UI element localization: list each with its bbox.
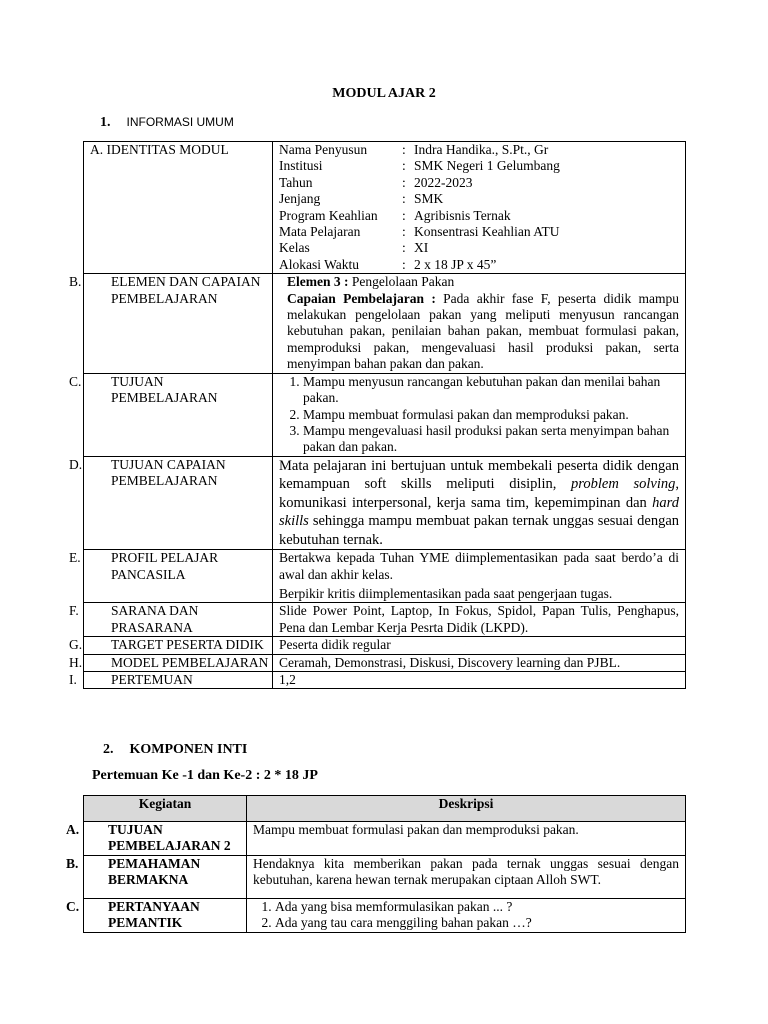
target-label: G. TARGET PESERTA DIDIK [69,637,264,653]
komponen-header-row [84,796,686,822]
tujuan-capaian-label: D. TUJUAN CAPAIAN PEMBELAJARAN [69,456,226,489]
sarana-label: F. SARANA DAN PRASARANA [69,603,199,635]
pertanyaan-list [253,899,685,932]
target-row [84,637,686,654]
tujuan-list [279,374,681,456]
section-2-heading: 2. KOMPONEN INTI [103,742,248,757]
tujuan-capaian-row [84,456,686,550]
capaian-text: Capaian Pembelajaran : Pada akhir fase F, peserta didik mampu melakukan pengelolaan pakan yang meliputi menyusun rancangan kebutuhan pakan, penilaian bahan pakan, membuat formulasi pakan, memproduksi pakan, mengevaluasi hasil produksi pakan, serta menyimpan bahan pakan dan pakan. [287,290,679,372]
list-item: 2. Ada yang tau cara menggiling bahan pakan …? [275,915,685,931]
field-row: Nama Penyusun : Indra Handika., S.Pt., Gr [279,142,549,157]
field-row: Mata Pelajaran : Konsentrasi Keahlian ATU [279,224,560,240]
pertemuan-row [84,672,686,689]
field-row: Kelas : XI [279,240,429,256]
field-row: Tahun : 2022-2023 [279,174,473,190]
informasi-umum-table [69,141,686,689]
model-value: Ceramah, Demonstrasi, Diskusi, Discovery learning dan PJBL. [273,654,686,671]
identitas-row [84,142,686,274]
field-row: Institusi : SMK Negeri 1 Gelumbang [279,158,560,174]
profil-line: Berpikir kritis diimplementasikan pada saat pengerjaan tugas. [279,586,613,602]
profil-row [84,550,686,603]
tujuan-capaian-text: Mata pelajaran ini bertujuan untuk membekali peserta didik dengan kemampuan soft skills meliputi disiplin, problem solving, komunikasi interpersonal, kerja sama tim, kepemimpinan dan hard skills sehingga mampu membuat pakan ternak unggas sesuai dengan kebutuhan ternak. [273,456,686,550]
profil-line: Bertakwa kepada Tuhan YME diimplementasikan pada saat berdo’a di awal dan akhir kelas. [279,550,679,582]
model-row [84,654,686,671]
table-row: B. PEMAHAMAN BERMAKNA Hendaknya kita memberikan pakan pada ternak unggas sesuai dengan kebutuhan, karena hewan ternak merupakan ciptaan Alloh SWT. [84,855,686,898]
komponen-inti-table [66,795,686,933]
field-row: Alokasi Waktu : 2 x 18 JP x 45” [279,256,497,272]
elemen-label: B. ELEMEN DAN CAPAIAN PEMBELAJARAN [69,274,261,306]
elemen-row [84,274,686,373]
model-label: H. MODEL PEMBELAJARAN [69,654,269,670]
identitas-fields [279,142,681,273]
pertemuan-label: I. PERTEMUAN [69,672,193,688]
list-item: 3. Mampu mengevaluasi hasil produksi pakan serta menyimpan bahan pakan dan pakan. [303,423,681,456]
pertemuan-heading: Pertemuan Ke -1 dan Ke-2 : 2 * 18 JP [92,768,318,783]
sarana-value: Slide Power Point, Laptop, In Fokus, Spidol, Papan Tulis, Penghapus, Pena dan Lembar Kerja Pesrta Didik (LKPD). [273,603,686,637]
header-kegiatan: Kegiatan [84,796,247,822]
table-row: A. TUJUAN PEMBELAJARAN 2 Mampu membuat formulasi pakan dan memproduksi pakan. [84,822,686,856]
document-title: MODUL AJAR 2 [332,86,436,101]
section-number: 1. [100,115,111,130]
list-item: 1. Ada yang bisa memformulasikan pakan ... ? [275,899,685,915]
elemen-line: Elemen 3 : Pengelolaan Pakan [287,274,455,290]
sarana-row [84,603,686,637]
profil-label: E. PROFIL PELAJAR PANCASILA [69,550,219,582]
list-item: 1. Mampu menyusun rancangan kebutuhan pakan dan menilai bahan pakan. [303,374,681,407]
field-row: Program Keahlian : Agribisnis Ternak [279,207,511,223]
identitas-label: A. IDENTITAS MODUL [84,142,273,274]
target-value: Peserta didik regular [273,637,686,654]
tujuan-row [84,373,686,456]
field-row: Jenjang : SMK [279,191,444,207]
section-1-heading [100,114,234,131]
tujuan-label: C. TUJUAN PEMBELAJARAN [69,373,218,406]
pertemuan-value: 1,2 [273,672,686,689]
table-row: C. PERTANYAAN PEMANTIK 1. Ada yang bisa memformulasikan pakan ... ? 2. Ada yang tau cara menggiling bahan pakan …? [84,898,686,932]
header-deskripsi: Deskripsi [247,796,686,822]
list-item: 2. Mampu membuat formulasi pakan dan memproduksi pakan. [303,407,681,423]
section-title: INFORMASI UMUM [126,115,234,129]
